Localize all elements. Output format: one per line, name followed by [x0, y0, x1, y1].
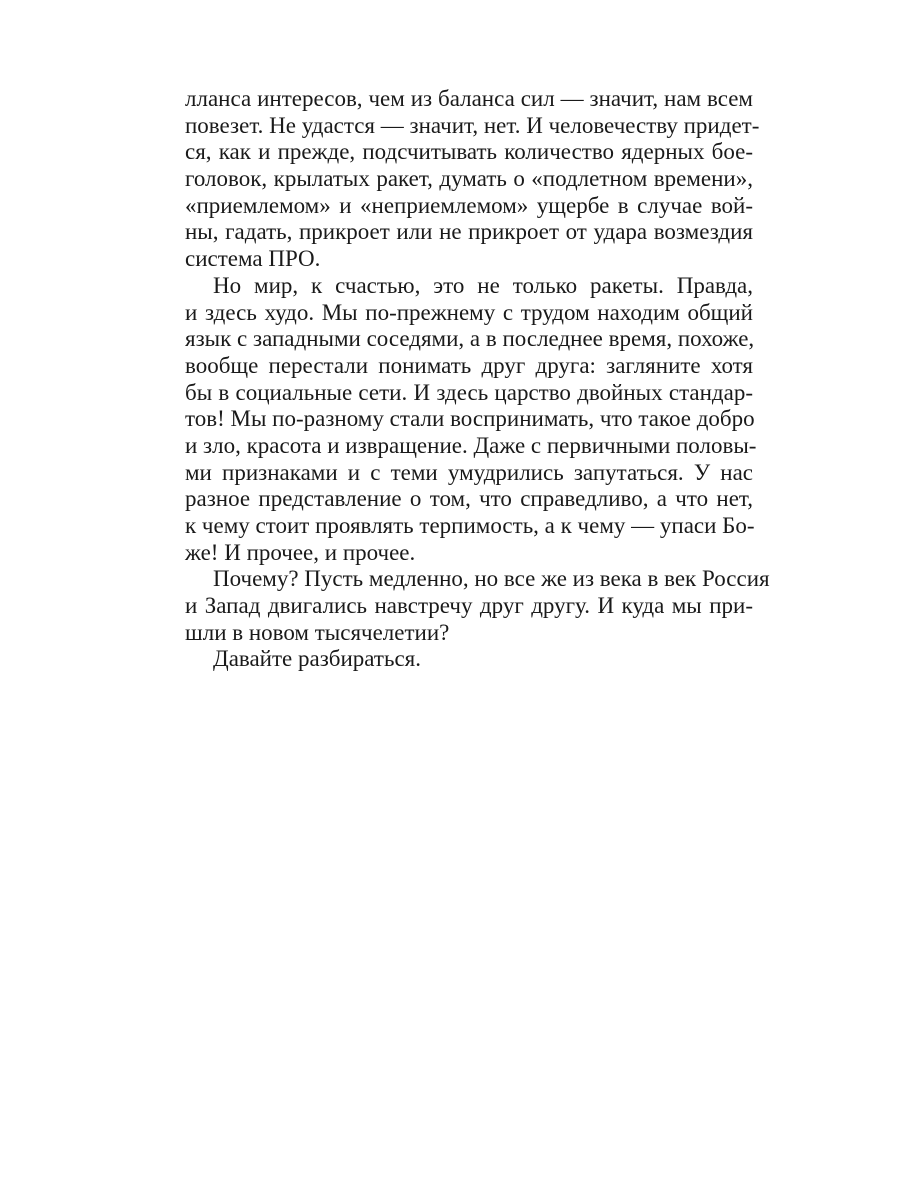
paragraph-4 [185, 646, 753, 673]
paragraph-1 [185, 86, 760, 273]
text-line: «приемлемом» и «неприемлемом» ущербе в случае вой- [185, 192, 753, 218]
text-line: и Запад двигались навстречу друг другу. И куда мы при- [185, 593, 753, 619]
text-line: головок, крылатых ракет, думать о «подлетном времени», [185, 166, 753, 192]
text-line: система ПРО. [185, 246, 321, 272]
text-line: Почему? Пусть медленно, но все же из века в век Россия [213, 566, 770, 592]
body-text [185, 86, 770, 673]
text-line: разное представление о том, что справедливо, а что нет, [185, 486, 753, 512]
text-line: же! И прочее, и прочее. [185, 539, 416, 565]
text-line: лланса интересов, чем из баланса сил — значит, нам всем [185, 86, 753, 111]
text-line: шли в новом тысячелетии? [185, 619, 450, 645]
text-line: язык с западными соседями, а в последнее время, похоже, [185, 326, 755, 352]
text-line: тов! Мы по-разному стали воспринимать, что такое добро [185, 406, 755, 432]
text-line: ми признаками и с теми умудрились запутаться. У нас [185, 459, 753, 485]
text-line: Но мир, к счастью, это не только ракеты. Правда, [213, 272, 753, 298]
text-line: ся, как и прежде, подсчитывать количество ядерных бое- [185, 139, 753, 165]
text-line: повезет. Не удастся — значит, нет. И человечеству придет- [185, 112, 760, 138]
paragraph-2 [185, 272, 757, 567]
text-line: Давайте разбираться. [213, 646, 421, 672]
text-line: вообще перестали понимать друг друга: загляните хотя [185, 352, 753, 378]
text-line: бы в социальные сети. И здесь царство двойных стандар- [185, 379, 753, 405]
text-line: и здесь худо. Мы по-прежнему с трудом находим общий [185, 299, 753, 325]
text-line: к чему стоит проявлять терпимость, а к чему — упаси Бо- [185, 513, 755, 538]
paragraph-3 [185, 566, 770, 646]
text-line: ны, гадать, прикроет или не прикроет от удара возмездия [185, 219, 753, 245]
text-line: и зло, красота и извращение. Даже с первичными половы- [185, 432, 757, 458]
